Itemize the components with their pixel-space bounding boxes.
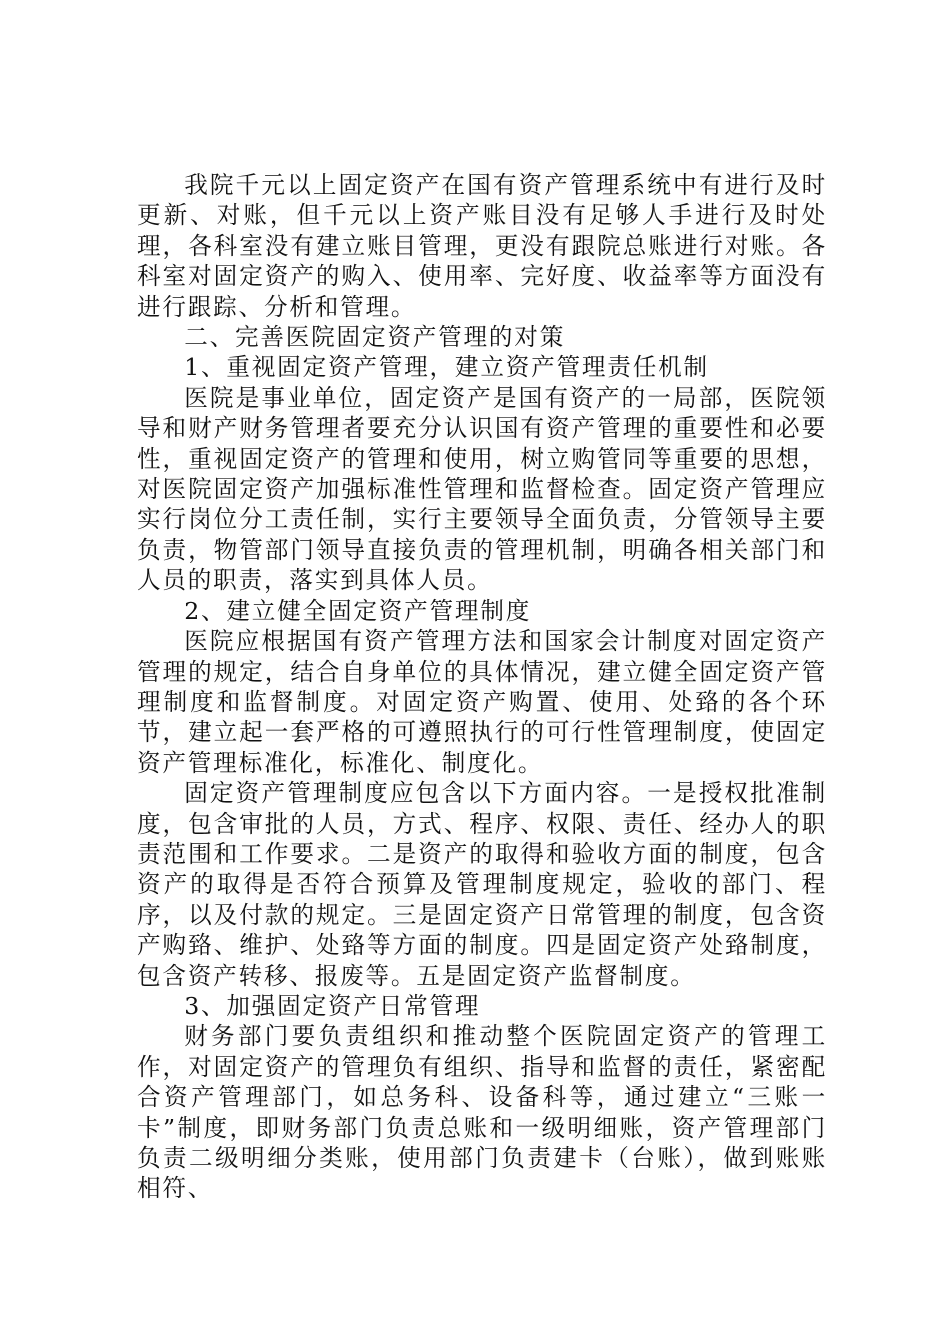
subheading-daily-management: 3、加强固定资产日常管理 <box>184 991 481 1020</box>
document-body <box>137 170 827 1204</box>
paragraph-responsibility-mechanism: 医院是事业单位，固定资产是国有资产的一局部，医院领导和财产财务管理者要充分认识国有资产管理的重要性和必要性，重视固定资产的管理和使用，树立购管同等重要的思想，对医院固定资产加强标准性管理和监督检查。固定资产管理应实行岗位分工责任制，实行主要领导全面负责，分管领导主要负责，物管部门领导直接负责的管理机制，明确各相关部门和人员的职责，落实到具体人员。 <box>137 383 827 595</box>
subheading-responsibility-mechanism: 1、重视固定资产管理，建立资产管理责任机制 <box>184 353 709 382</box>
paragraph-asset-status: 我院千元以上固定资产在国有资产管理系统中有进行及时更新、对账，但千元以上资产账目没有足够人手进行及时处理，各科室没有建立账目管理，更没有跟院总账进行对账。各科室对固定资产的购入、使用率、完好度、收益率等方面没有进行跟踪、分析和管理。 <box>137 171 827 321</box>
paragraph-management-system: 医院应根据国有资产管理方法和国家会计制度对固定资产管理的规定，结合自身单位的具体情况，建立健全固定资产管理制度和监督制度。对固定资产购置、使用、处臵的各个环节，建立起一套严格的可遵照执行的可行性管理制度，使固定资产管理标准化，标准化、制度化。 <box>137 627 827 777</box>
paragraph-system-contents: 固定资产管理制度应包含以下方面内容。一是授权批准制度，包含审批的人员，方式、程序、权限、责任、经办人的职责范围和工作要求。二是资产的取得和验收方面的制度，包含资产的取得是否符合预算及管理制度规定，验收的部门、程序，以及付款的规定。三是固定资产日常管理的制度，包含资产购臵、维护、处臵等方面的制度。四是固定资产处臵制度，包含资产转移、报废等。五是固定资产监督制度。 <box>137 779 827 990</box>
section-heading-countermeasures: 二、完善医院固定资产管理的对策 <box>184 323 566 352</box>
subheading-management-system: 2、建立健全固定资产管理制度 <box>184 596 532 625</box>
paragraph-daily-management: 财务部门要负责组织和推动整个医院固定资产的管理工作，对固定资产的管理负有组织、指导和监督的责任，紧密配合资产管理部门，如总务科、设备科等，通过建立“三账一卡”制度，即财务部门负责总账和一级明细账，资产管理部门负责二级明细分类账，使用部门负责建卡（台账），做到账账相符、 <box>137 1022 827 1203</box>
